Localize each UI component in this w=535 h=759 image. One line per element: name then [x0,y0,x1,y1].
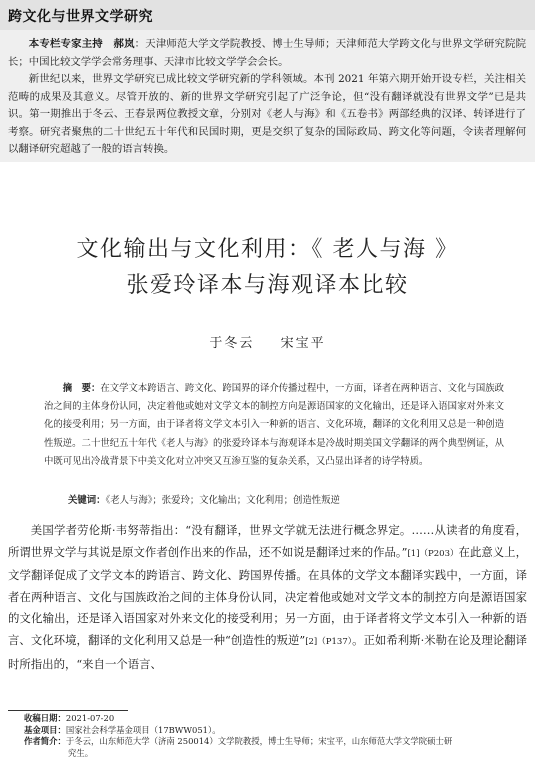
author-bio-text: 于冬云，山东师范大学（济南 250014）文学院教授，博士生导师；宋宝平，山东师范大学文学院硕士研 [66,736,452,746]
host-label: 本专栏专家主持 [29,38,103,50]
column-title: 跨文化与世界文学研究 [8,6,153,26]
author-bio-continuation: 究生。 [24,748,526,759]
received-date: 2021-07-20 [66,713,114,723]
citation-ref: [1]（P203） [407,549,458,559]
abstract-paragraph [44,380,504,471]
body-text-segment: 美国学者劳伦斯·韦努蒂指出：“没有翻译，世界文学就无法进行概念界定。……从读者的角度看，所谓世界文学与其说是原文作者创作出来的作品，还不如说是翻译过来的作品。” [8,523,527,559]
fund-label: 基金项目： [24,725,66,735]
abstract-label: 摘 要： [63,383,101,394]
article-title [0,232,535,304]
author-bio-label: 作者简介： [24,736,66,746]
author-list [0,332,535,351]
host-paragraph [8,36,526,71]
body-paragraph [8,520,527,675]
keywords-text: 《老人与海》；张爱玲；文化输出；文化利用；创造性叛逆 [106,495,340,506]
keywords [68,492,508,506]
abstract [44,380,504,471]
fund-note [24,725,526,737]
article-title-line-2: 张爱玲译本与海观译本比较 [0,268,535,304]
body-text-segment: 在此意义上，文学翻译促成了文学文本的跨语言、跨文化、跨国界传播。在具体的文学文本翻译实践中，一方面，译者在两种语言、文化与国族政治之间的主体身份认同，决定着他或她对文学文本的制控方向是源语国家的文化输出，还是译入语国家对外来文化的接受利用；另一方面，由于译者将文学文本引入一种新的语言、文化环境，翻译的文化利用又总是一种“创造性的叛逆” [8,545,527,647]
host-name: 郝岚 [113,38,134,50]
article-body [8,520,527,675]
abstract-text: 在文学文本跨语言、跨文化、跨国界的译介传播过程中，一方面，译者在两种语言、文化与国族政治之间的主体身份认同，决定着他或她对文学文本的制控方向是源语国家的文化输出，还是译入语国家对外来文化的接受利用；另一方面，由于译者将文学文本引入一种新的语言、文化环境，翻译的文化利用又总是一种创造性叛逆。二十世纪五十年代《老人与海》的张爱玲译本与海观译本是冷战时期美国文学翻译的两个典型例证，从中既可见出冷战背景下中美文化对立冲突又互渗互鉴的复杂关系，又凸显出译者的诗学特质。 [44,383,504,467]
host-bio: ：天津师范大学文学院教授、博士生导师；天津师范大学跨文化与世界文学研究院院长；中国比较文学学会常务理事、天津市比较文学学会会长。 [8,38,526,68]
column-intro [8,36,526,159]
footnotes [24,713,526,759]
author-name: 于冬云 [209,336,254,351]
received-label: 收稿日期： [24,713,66,723]
body-text-segment: 。正如希利斯·米勒在论及理论翻译时所指出的，“来自一个语言、 [8,633,527,671]
author-name: 宋宝平 [281,336,326,351]
fund-text: 国家社会科学基金项目（17BWW051）。 [66,725,221,735]
keywords-label: 关键词： [68,495,106,506]
article-title-line-1: 文化输出与文化利用：《 老人与海 》 [0,232,535,268]
citation-ref: [2]（P137） [305,637,352,647]
intro-paragraph: 新世纪以来，世界文学研究已成比较文学研究新的学科领域。本刊 2021 年第六期开始开设专栏，关注相关范畴的成果及其意义。尽管开放的、新的世界文学研究引起了广泛争论，但“没有翻译就没有世界文学”已是共识。第一期推出于冬云、王春景两位教授文章，分别对《老人与海》和《五卷书》两部经典的汉译、转译进行了考察。研究者聚焦的二十世纪五十年代和民国时期，更是交织了复杂的国际政局、跨文化等问题，令读者理解何以翻译研究超越了一般的语言转换。 [8,71,526,159]
received-date-note [24,713,526,725]
author-bio-note [24,736,526,748]
footnote-divider [8,710,128,711]
